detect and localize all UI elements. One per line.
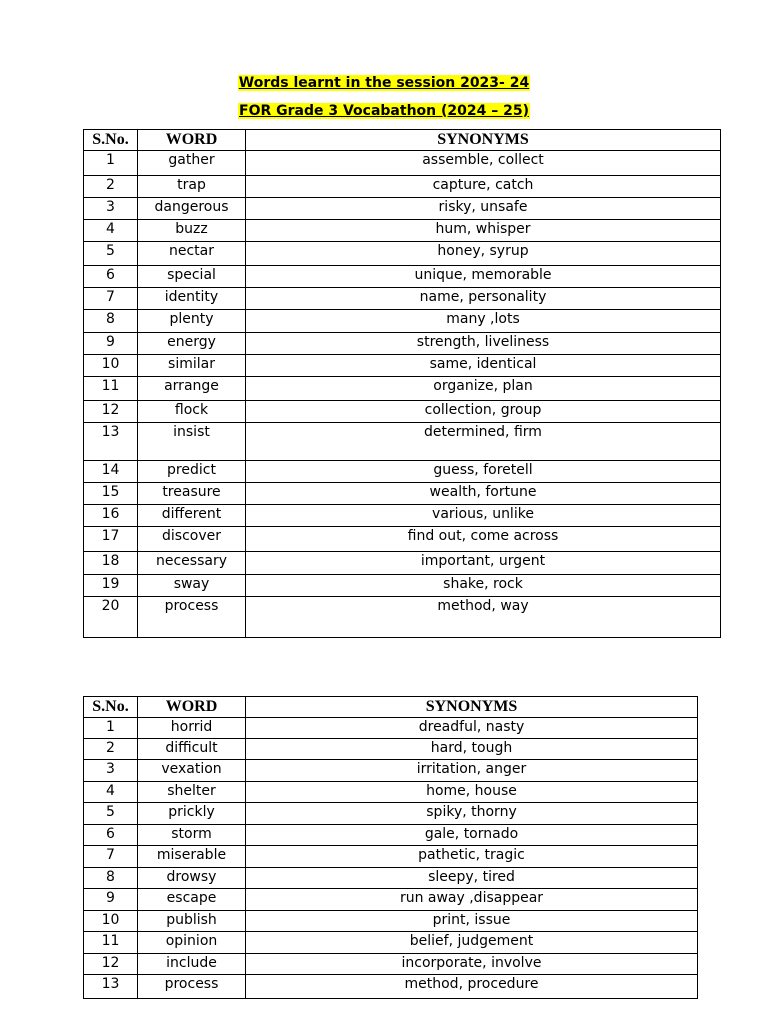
table-row	[84, 846, 698, 868]
table-row	[84, 575, 721, 597]
row-synonyms: name, personality	[246, 288, 721, 310]
row-synonyms: capture, catch	[246, 176, 721, 198]
row-synonyms: assemble, collect	[246, 151, 721, 176]
row-word: flock	[138, 401, 246, 423]
table-header-row	[84, 130, 721, 151]
row-number: 4	[84, 220, 138, 242]
row-number: 17	[84, 527, 138, 552]
table-row	[84, 911, 698, 932]
table-row	[84, 975, 698, 999]
row-synonyms: strength, liveliness	[246, 333, 721, 355]
vocabulary-table-1	[83, 129, 721, 638]
table-row	[84, 461, 721, 483]
row-synonyms: print, issue	[246, 911, 698, 932]
table-row	[84, 288, 721, 310]
row-word: energy	[138, 333, 246, 355]
row-synonyms: spiky, thorny	[246, 803, 698, 825]
row-word: escape	[138, 889, 246, 911]
column-header-word: WORD	[138, 697, 246, 718]
table-row	[84, 151, 721, 176]
row-number: 12	[84, 401, 138, 423]
vocabulary-table-2	[83, 696, 698, 999]
row-word: plenty	[138, 310, 246, 333]
row-number: 5	[84, 803, 138, 825]
row-word: prickly	[138, 803, 246, 825]
row-number: 7	[84, 846, 138, 868]
row-number: 19	[84, 575, 138, 597]
vocabulary-table-1-body	[84, 151, 721, 638]
row-number: 14	[84, 461, 138, 483]
row-synonyms: guess, foretell	[246, 461, 721, 483]
row-word: treasure	[138, 483, 246, 505]
row-number: 3	[84, 760, 138, 782]
table-row	[84, 401, 721, 423]
table-row	[84, 423, 721, 461]
row-synonyms: hard, tough	[246, 739, 698, 760]
row-synonyms: gale, tornado	[246, 825, 698, 846]
row-word: nectar	[138, 242, 246, 266]
table-row	[84, 527, 721, 552]
table-row	[84, 739, 698, 760]
row-word: storm	[138, 825, 246, 846]
document-title-text: Words learnt in the session 2023- 24	[238, 75, 530, 91]
row-number: 18	[84, 552, 138, 575]
row-number: 1	[84, 151, 138, 176]
table-row	[84, 782, 698, 803]
row-word: process	[138, 597, 246, 638]
column-header-word: WORD	[138, 130, 246, 151]
table-row	[84, 932, 698, 954]
row-number: 8	[84, 310, 138, 333]
row-word: miserable	[138, 846, 246, 868]
row-number: 2	[84, 176, 138, 198]
column-header-synonyms: SYNONYMS	[246, 697, 698, 718]
table-header-row	[84, 697, 698, 718]
row-number: 10	[84, 355, 138, 377]
row-number: 3	[84, 198, 138, 220]
table-row	[84, 889, 698, 911]
row-synonyms: pathetic, tragic	[246, 846, 698, 868]
row-synonyms: dreadful, nasty	[246, 718, 698, 739]
row-word: difficult	[138, 739, 246, 760]
table-row	[84, 377, 721, 401]
row-word: publish	[138, 911, 246, 932]
row-synonyms: irritation, anger	[246, 760, 698, 782]
row-synonyms: hum, whisper	[246, 220, 721, 242]
table-row	[84, 718, 698, 739]
row-word: buzz	[138, 220, 246, 242]
row-synonyms: risky, unsafe	[246, 198, 721, 220]
row-number: 15	[84, 483, 138, 505]
row-number: 13	[84, 423, 138, 461]
row-synonyms: collection, group	[246, 401, 721, 423]
document-subtitle-text: FOR Grade 3 Vocabathon (2024 – 25)	[239, 103, 529, 119]
row-word: vexation	[138, 760, 246, 782]
column-header-sno: S.No.	[84, 697, 138, 718]
row-word: discover	[138, 527, 246, 552]
row-word: insist	[138, 423, 246, 461]
row-number: 9	[84, 889, 138, 911]
row-synonyms: method, procedure	[246, 975, 698, 999]
row-word: identity	[138, 288, 246, 310]
column-header-sno: S.No.	[84, 130, 138, 151]
row-synonyms: belief, judgement	[246, 932, 698, 954]
row-number: 1	[84, 718, 138, 739]
row-word: process	[138, 975, 246, 999]
table-row	[84, 355, 721, 377]
row-synonyms: unique, memorable	[246, 266, 721, 288]
table-row	[84, 333, 721, 355]
table-row	[84, 954, 698, 975]
table-row	[84, 505, 721, 527]
row-word: trap	[138, 176, 246, 198]
row-word: shelter	[138, 782, 246, 803]
row-number: 8	[84, 868, 138, 889]
row-synonyms: various, unlike	[246, 505, 721, 527]
document-subtitle	[0, 101, 768, 121]
table-row	[84, 242, 721, 266]
row-synonyms: sleepy, tired	[246, 868, 698, 889]
row-number: 2	[84, 739, 138, 760]
table-row	[84, 176, 721, 198]
row-word: horrid	[138, 718, 246, 739]
row-synonyms: find out, come across	[246, 527, 721, 552]
row-word: dangerous	[138, 198, 246, 220]
row-number: 11	[84, 932, 138, 954]
vocabulary-table-2-body	[84, 718, 698, 999]
row-word: similar	[138, 355, 246, 377]
row-number: 20	[84, 597, 138, 638]
row-number: 7	[84, 288, 138, 310]
row-word: special	[138, 266, 246, 288]
row-synonyms: incorporate, involve	[246, 954, 698, 975]
row-number: 6	[84, 266, 138, 288]
table-row	[84, 825, 698, 846]
row-synonyms: home, house	[246, 782, 698, 803]
table-row	[84, 803, 698, 825]
column-header-synonyms: SYNONYMS	[246, 130, 721, 151]
table-row	[84, 198, 721, 220]
row-word: gather	[138, 151, 246, 176]
row-synonyms: honey, syrup	[246, 242, 721, 266]
row-number: 9	[84, 333, 138, 355]
row-word: different	[138, 505, 246, 527]
table-row	[84, 266, 721, 288]
table-row	[84, 868, 698, 889]
row-word: predict	[138, 461, 246, 483]
row-synonyms: important, urgent	[246, 552, 721, 575]
table-row	[84, 552, 721, 575]
row-number: 11	[84, 377, 138, 401]
row-number: 16	[84, 505, 138, 527]
table-row	[84, 760, 698, 782]
table-row	[84, 220, 721, 242]
row-synonyms: determined, firm	[246, 423, 721, 461]
row-word: opinion	[138, 932, 246, 954]
row-synonyms: same, identical	[246, 355, 721, 377]
row-word: necessary	[138, 552, 246, 575]
row-synonyms: organize, plan	[246, 377, 721, 401]
table-row	[84, 597, 721, 638]
document-title	[0, 73, 768, 93]
table-row	[84, 483, 721, 505]
row-synonyms: method, way	[246, 597, 721, 638]
row-number: 12	[84, 954, 138, 975]
row-synonyms: run away ,disappear	[246, 889, 698, 911]
row-word: drowsy	[138, 868, 246, 889]
table-row	[84, 310, 721, 333]
row-word: sway	[138, 575, 246, 597]
row-number: 6	[84, 825, 138, 846]
row-synonyms: many ,lots	[246, 310, 721, 333]
row-number: 13	[84, 975, 138, 999]
row-synonyms: wealth, fortune	[246, 483, 721, 505]
row-number: 5	[84, 242, 138, 266]
row-word: include	[138, 954, 246, 975]
row-number: 4	[84, 782, 138, 803]
row-number: 10	[84, 911, 138, 932]
row-synonyms: shake, rock	[246, 575, 721, 597]
row-word: arrange	[138, 377, 246, 401]
